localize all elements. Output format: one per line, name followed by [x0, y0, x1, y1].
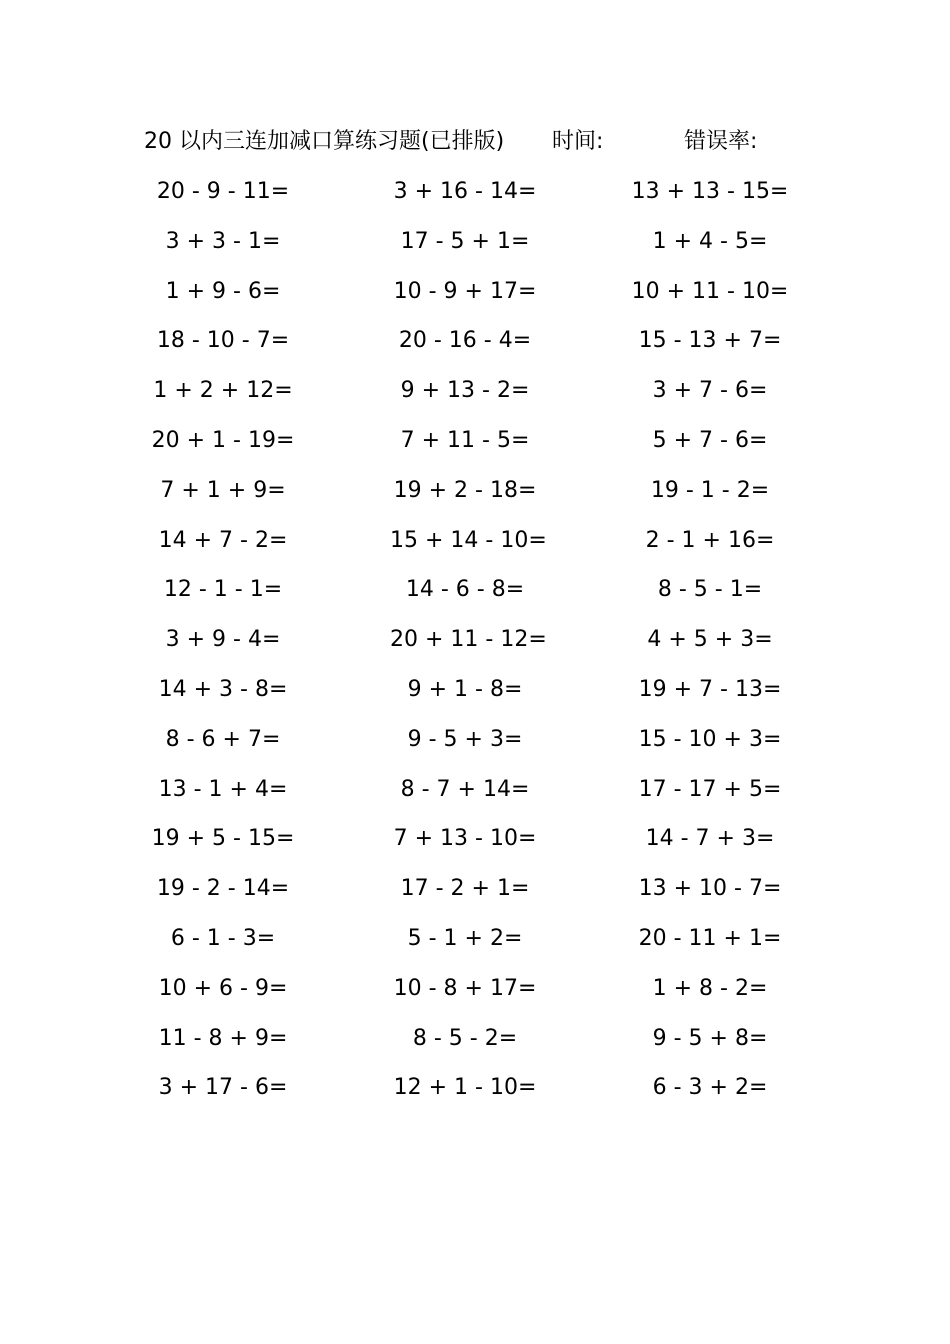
arithmetic-problem: 20 - 16 - 4=	[398, 328, 532, 354]
arithmetic-problem: 9 - 5 + 8=	[652, 1025, 768, 1051]
arithmetic-problem: 19 + 7 - 13=	[638, 676, 782, 702]
arithmetic-problem: 19 - 1 - 2=	[650, 477, 770, 503]
problem-row	[0, 1068, 950, 1118]
arithmetic-problem: 18 - 10 - 7=	[156, 328, 290, 354]
arithmetic-problem: 17 - 2 + 1=	[400, 876, 530, 902]
problem-row	[0, 770, 950, 820]
arithmetic-problem: 20 + 1 - 19=	[151, 427, 295, 453]
problem-row	[0, 272, 950, 322]
arithmetic-problem: 1 + 8 - 2=	[652, 975, 768, 1001]
arithmetic-problem: 15 - 13 + 7=	[638, 328, 782, 354]
arithmetic-problem: 10 + 6 - 9=	[158, 975, 288, 1001]
arithmetic-problem: 14 + 7 - 2=	[158, 527, 288, 553]
problem-row	[0, 869, 950, 919]
arithmetic-problem: 8 - 6 + 7=	[165, 726, 281, 752]
problem-row	[0, 919, 950, 969]
arithmetic-problem: 3 + 7 - 6=	[652, 378, 768, 404]
arithmetic-problem: 14 - 6 - 8=	[405, 577, 525, 603]
arithmetic-problem: 2 - 1 + 16=	[645, 527, 775, 553]
problem-row	[0, 670, 950, 720]
arithmetic-problem: 1 + 4 - 5=	[652, 228, 768, 254]
problem-row	[0, 620, 950, 670]
arithmetic-problem: 3 + 9 - 4=	[165, 627, 281, 653]
arithmetic-problem: 13 + 13 - 15=	[631, 179, 789, 204]
arithmetic-problem: 4 + 5 + 3=	[647, 627, 773, 653]
time-label: 时间:	[552, 129, 604, 154]
worksheet-header	[0, 124, 950, 160]
problem-row	[0, 1019, 950, 1069]
problem-row	[0, 471, 950, 521]
arithmetic-problem: 1 + 2 + 12=	[153, 378, 293, 404]
arithmetic-problem: 1 + 9 - 6=	[165, 278, 281, 304]
arithmetic-problem: 3 + 16 - 14=	[393, 179, 537, 204]
problem-grid	[0, 172, 950, 1118]
arithmetic-problem: 7 + 13 - 10=	[393, 826, 537, 852]
arithmetic-problem: 9 + 13 - 2=	[400, 378, 530, 404]
arithmetic-problem: 3 + 17 - 6=	[158, 1075, 288, 1101]
worksheet-title: 20 以内三连加减口算练习题(已排版)	[144, 129, 505, 154]
arithmetic-problem: 10 - 8 + 17=	[393, 975, 537, 1001]
arithmetic-problem: 5 - 1 + 2=	[407, 925, 523, 951]
arithmetic-problem: 19 + 5 - 15=	[151, 826, 295, 852]
arithmetic-problem: 3 + 3 - 1=	[165, 228, 281, 254]
arithmetic-problem: 13 + 10 - 7=	[638, 876, 782, 902]
arithmetic-problem: 5 + 7 - 6=	[652, 427, 768, 453]
problem-row	[0, 321, 950, 371]
arithmetic-problem: 20 - 11 + 1=	[638, 925, 782, 951]
arithmetic-problem: 6 - 3 + 2=	[652, 1075, 768, 1101]
arithmetic-problem: 8 - 5 - 2=	[412, 1025, 518, 1051]
problem-row	[0, 172, 950, 222]
arithmetic-problem: 20 - 9 - 11=	[156, 179, 290, 204]
arithmetic-problem: 11 - 8 + 9=	[158, 1025, 288, 1051]
problem-row	[0, 720, 950, 770]
problem-row	[0, 421, 950, 471]
arithmetic-problem: 7 + 11 - 5=	[400, 427, 530, 453]
arithmetic-problem: 15 + 14 - 10=	[390, 527, 547, 553]
arithmetic-problem: 8 - 5 - 1=	[657, 577, 763, 603]
arithmetic-problem: 10 - 9 + 17=	[393, 278, 537, 304]
problem-row	[0, 521, 950, 571]
arithmetic-problem: 9 - 5 + 3=	[407, 726, 523, 752]
arithmetic-problem: 19 + 2 - 18=	[393, 477, 537, 503]
problem-row	[0, 969, 950, 1019]
error-rate-label: 错误率:	[684, 129, 758, 154]
arithmetic-problem: 13 - 1 + 4=	[158, 776, 288, 802]
arithmetic-problem: 15 - 10 + 3=	[638, 726, 782, 752]
problem-row	[0, 222, 950, 272]
arithmetic-problem: 10 + 11 - 10=	[631, 278, 789, 304]
arithmetic-problem: 7 + 1 + 9=	[160, 477, 286, 503]
arithmetic-problem: 14 + 3 - 8=	[158, 676, 288, 702]
arithmetic-problem: 17 - 5 + 1=	[400, 228, 530, 254]
problem-row	[0, 819, 950, 869]
arithmetic-problem: 6 - 1 - 3=	[170, 925, 276, 951]
arithmetic-problem: 20 + 11 - 12=	[390, 627, 547, 653]
arithmetic-problem: 12 + 1 - 10=	[393, 1075, 537, 1101]
problem-row	[0, 371, 950, 421]
arithmetic-problem: 17 - 17 + 5=	[638, 776, 782, 802]
problem-row	[0, 570, 950, 620]
arithmetic-problem: 9 + 1 - 8=	[407, 676, 523, 702]
arithmetic-problem: 8 - 7 + 14=	[400, 776, 530, 802]
arithmetic-problem: 14 - 7 + 3=	[645, 826, 775, 852]
arithmetic-problem: 19 - 2 - 14=	[156, 876, 290, 902]
arithmetic-problem: 12 - 1 - 1=	[163, 577, 283, 603]
